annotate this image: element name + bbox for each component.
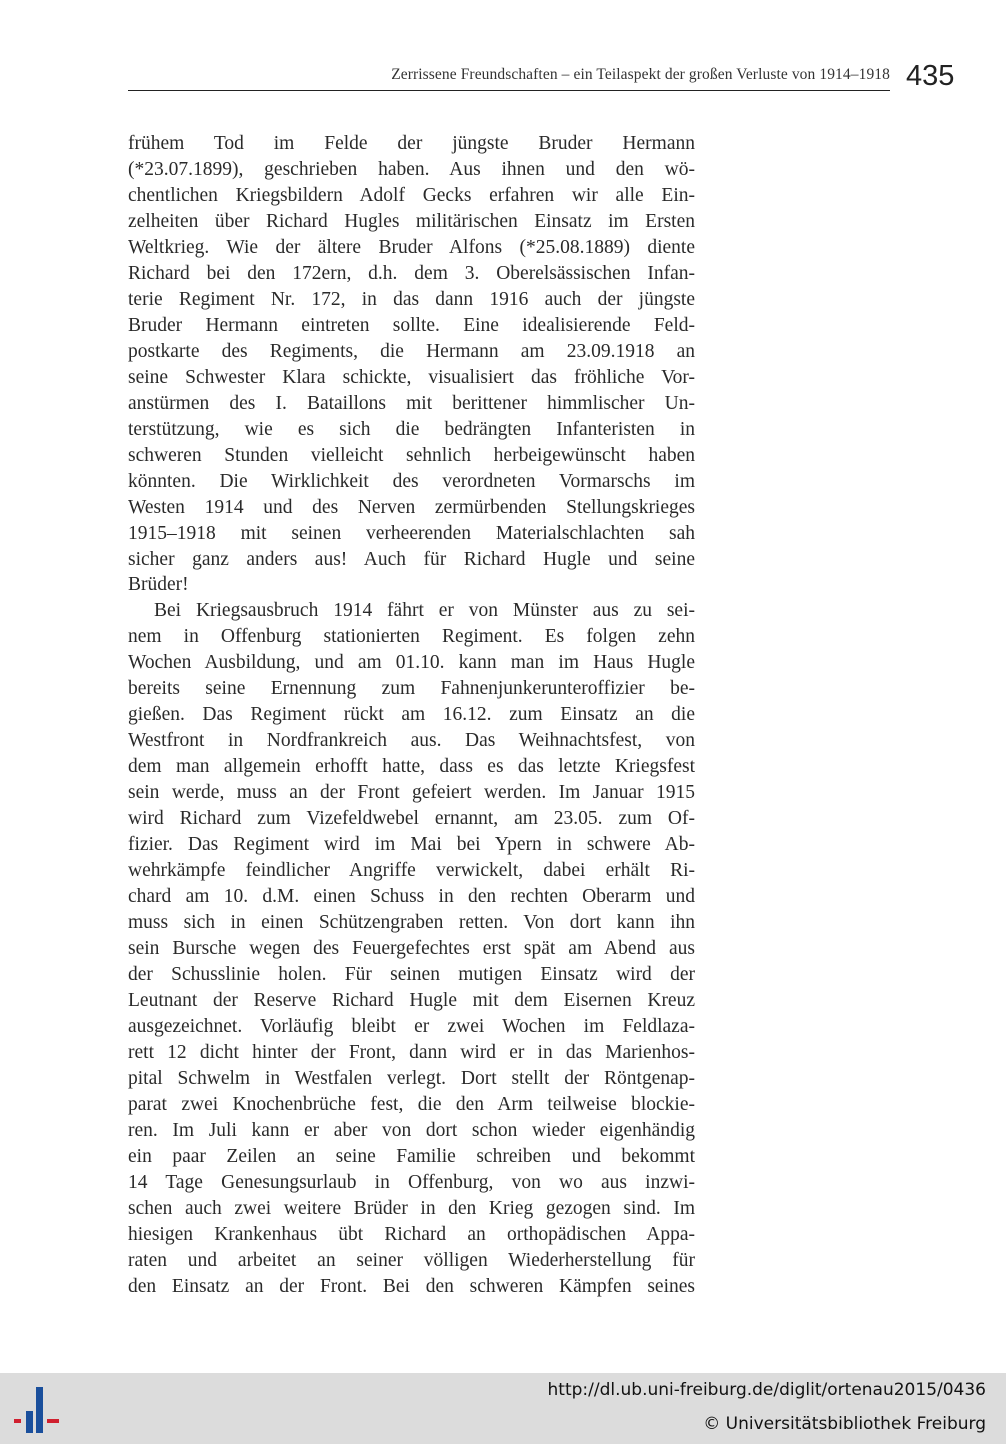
text-line: rett 12 dicht hinter der Front, dann wird er in das Marienhos-	[128, 1041, 695, 1063]
text-line: gießen. Das Regiment rückt am 16.12. zum Einsatz an die	[128, 704, 695, 726]
text-line: sein Bursche wegen des Feuergefechtes erst spät am Abend aus	[128, 938, 695, 960]
text-line: 14 Tage Genesungsurlaub in Offenburg, von wo aus inzwi-	[128, 1171, 695, 1193]
text-line: (*23.07.1899), geschrieben haben. Aus ihnen und den wö-	[128, 158, 695, 180]
text-line: Wochen Ausbildung, und am 01.10. kann man im Haus Hugle	[128, 652, 695, 674]
text-line: ren. Im Juli kann er aber von dort schon wieder eigenhändig	[128, 1119, 695, 1141]
text-line: chentlichen Kriegsbildern Adolf Gecks erfahren wir alle Ein-	[128, 184, 695, 206]
text-line: ausgezeichnet. Vorläufig bleibt er zwei Wochen im Feldlaza-	[128, 1015, 695, 1037]
running-title: Zerrissene Freundschaften – ein Teilaspekt der großen Verluste von 1914–1918	[391, 66, 890, 83]
text-line: hiesigen Krankenhaus übt Richard an orthopädischen Appa-	[128, 1223, 695, 1245]
footer-bar	[0, 1373, 1006, 1444]
text-line: parat zwei Knochenbrüche fest, die den Arm teilweise blockie-	[128, 1093, 695, 1115]
text-line: fizier. Das Regiment wird im Mai bei Ypern in schwere Ab-	[128, 834, 695, 856]
text-line: den Einsatz an der Front. Bei den schweren Kämpfen seines	[128, 1275, 695, 1297]
text-line: Westfront in Nordfrankreich aus. Das Weihnachtsfest, von	[128, 730, 695, 752]
text-line: frühem Tod im Felde der jüngste Bruder Hermann	[128, 133, 695, 154]
page-number: 435	[906, 60, 955, 92]
text-line: nem in Offenburg stationierten Regiment. Es folgen zehn	[128, 626, 695, 648]
footer-copyright: © Universitätsbibliothek Freiburg	[703, 1414, 986, 1434]
running-header	[128, 62, 890, 91]
text-line: ein paar Zeilen an seine Familie schreiben und bekommt	[128, 1145, 695, 1167]
footer-url-link[interactable]: http://dl.ub.uni-freiburg.de/diglit/ortenau2015/0436	[547, 1380, 986, 1400]
text-line: 1915–1918 mit seinen verheerenden Materialschlachten sah	[128, 522, 695, 544]
text-line: könnten. Die Wirklichkeit des verordneten Vormarschs im	[128, 470, 695, 492]
text-line: seine Schwester Klara schickte, visualisiert das fröhliche Vor-	[128, 366, 695, 388]
text-line: zelheiten über Richard Hugles militärischen Einsatz im Ersten	[128, 210, 695, 232]
text-line: terstützung, wie es sich die bedrängten Infanteristen in	[128, 418, 695, 440]
text-line: Bei Kriegsausbruch 1914 fährt er von Münster aus zu sei-	[154, 600, 695, 622]
text-line: wehrkämpfe feindlicher Angriffe verwickelt, dabei erhält Ri-	[128, 860, 695, 882]
text-line: chard am 10. d.M. einen Schuss in den rechten Oberarm und	[128, 886, 695, 908]
text-line: sein werde, muss an der Front gefeiert werden. Im Januar 1915	[128, 782, 695, 804]
text-line: postkarte des Regiments, die Hermann am 23.09.1918 an	[128, 340, 695, 362]
ub-freiburg-logo-icon	[12, 1383, 64, 1435]
text-line: schweren Stunden vielleicht sehnlich herbeigewünscht haben	[128, 444, 695, 466]
text-line: wird Richard zum Vizefeldwebel ernannt, am 23.05. zum Of-	[128, 808, 695, 830]
text-line: bereits seine Ernennung zum Fahnenjunkerunteroffizier be-	[128, 678, 695, 700]
text-line: anstürmen des I. Bataillons mit berittener himmlischer Un-	[128, 392, 695, 414]
text-line: terie Regiment Nr. 172, in das dann 1916 auch der jüngste	[128, 288, 695, 310]
text-line: sicher ganz anders aus! Auch für Richard Hugle und seine	[128, 548, 695, 570]
body-text	[128, 131, 695, 1300]
text-line: pital Schwelm in Westfalen verlegt. Dort stellt der Röntgenap-	[128, 1067, 695, 1089]
text-line: Bruder Hermann eintreten sollte. Eine idealisierende Feld-	[128, 314, 695, 336]
text-line: Richard bei den 172ern, d.h. dem 3. Oberelsässischen Infan-	[128, 262, 695, 284]
text-line: Leutnant der Reserve Richard Hugle mit dem Eisernen Kreuz	[128, 989, 695, 1011]
text-line: Westen 1914 und des Nerven zermürbenden Stellungskrieges	[128, 496, 695, 518]
text-line: muss sich in einen Schützengraben retten. Von dort kann ihn	[128, 912, 695, 934]
text-line: dem man allgemein erhofft hatte, dass es das letzte Kriegsfest	[128, 756, 695, 778]
text-line: schen auch zwei weitere Brüder in den Krieg gezogen sind. Im	[128, 1197, 695, 1219]
text-line: Weltkrieg. Wie der ältere Bruder Alfons (*25.08.1889) diente	[128, 236, 695, 258]
text-line: Brüder!	[128, 574, 189, 596]
text-line: raten und arbeitet an seiner völligen Wiederherstellung für	[128, 1249, 695, 1271]
text-line: der Schusslinie holen. Für seinen mutigen Einsatz wird der	[128, 964, 695, 985]
